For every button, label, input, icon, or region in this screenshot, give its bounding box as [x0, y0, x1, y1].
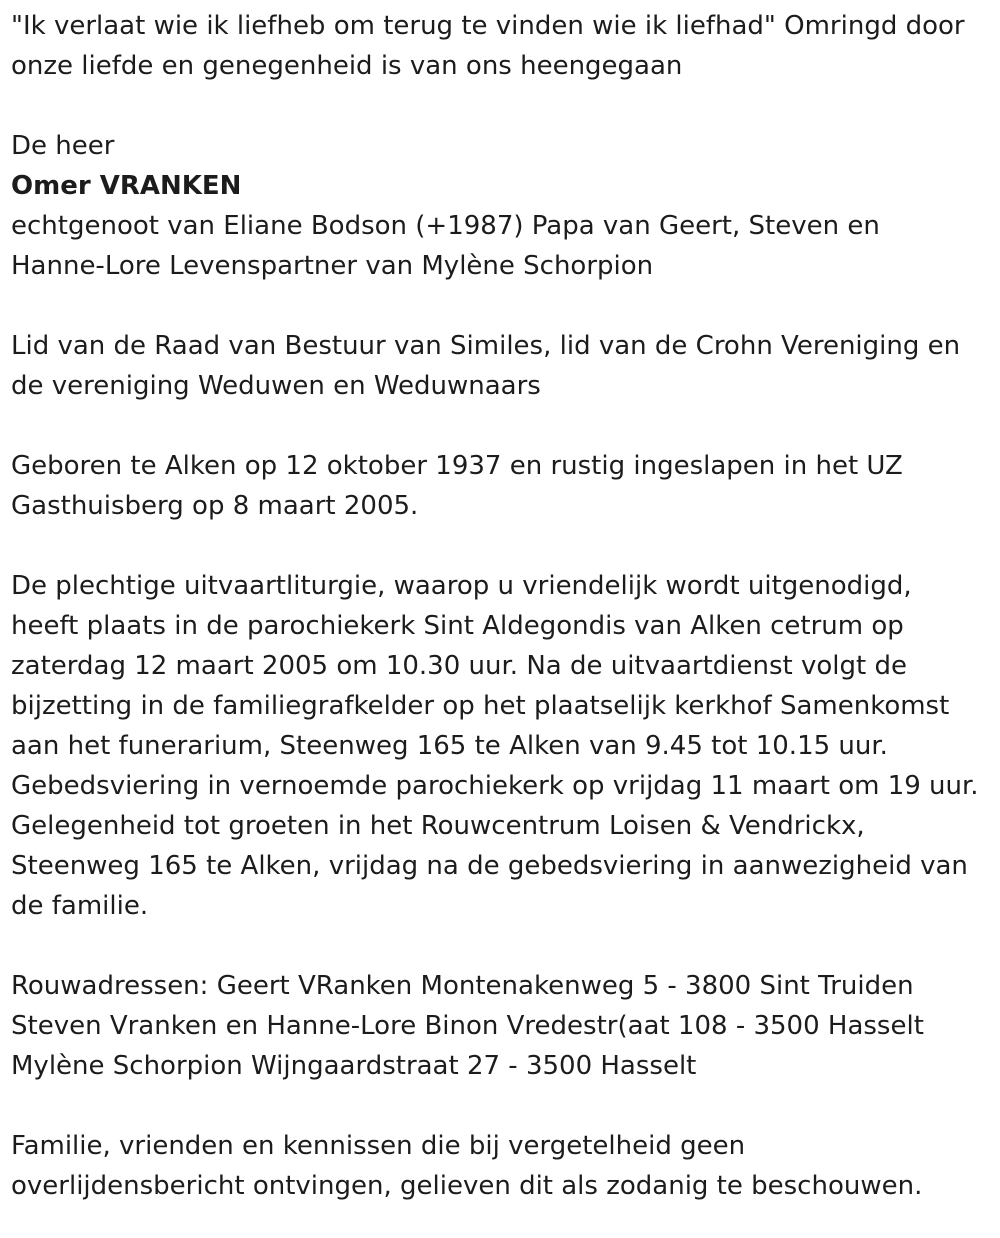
funeral-paragraph: De plechtige uitvaartliturgie, waarop u vriendelijk wordt uitgenodigd, heeft plaats in de parochiekerk Sint Aldegondis van Alken cetrum op zaterdag 12 maart 2005 om 10.30 uur. Na de uitvaartdienst volgt de bijzetting in de familiegrafkelder op het plaatselijk kerkhof Samenkomst aan het funerarium, Steenweg 165 te Alken van 9.45 tot 10.15 uur. Gebedsviering in vernoemde parochiekerk op vrijdag 11 maart om 19 uur. Gelegenheid tot groeten in het Rouwcentrum Loisen & Vendrickx, Steenweg 165 te Alken, vrijdag na de gebedsviering in aanwezigheid van de familie. [11, 571, 979, 921]
addresses-paragraph: Rouwadressen: Geert VRanken Montenakenweg 5 - 3800 Sint Truiden Steven Vranken en Hanne-Lore Binon Vredestr(aat 108 - 3500 Hasselt Mylène Schorpion Wijngaardstraat 27 - 3500 Hasselt [11, 971, 924, 1081]
intro-quote: "Ik verlaat wie ik liefheb om terug te vinden wie ik liefhad" Omringd door onze liefde en genegenheid is van ons heengegaan [11, 11, 965, 81]
deceased-name: Omer VRANKEN [11, 171, 242, 201]
salutation: De heer [11, 131, 115, 161]
memberships-paragraph: Lid van de Raad van Bestuur van Similes, lid van de Crohn Vereniging en de vereniging Weduwen en Weduwnaars [11, 331, 961, 401]
birth-death-paragraph: Geboren te Alken op 12 oktober 1937 en rustig ingeslapen in het UZ Gasthuisberg op 8 maart 2005. [11, 451, 903, 521]
obituary-notice [11, 6, 996, 1206]
relations-paragraph: echtgenoot van Eliane Bodson (+1987) Papa van Geert, Steven en Hanne-Lore Levenspartner van Mylène Schorpion [11, 211, 880, 281]
closing-paragraph: Familie, vrienden en kennissen die bij vergetelheid geen overlijdensbericht ontvingen, gelieven dit als zodanig te beschouwen. [11, 1131, 923, 1201]
